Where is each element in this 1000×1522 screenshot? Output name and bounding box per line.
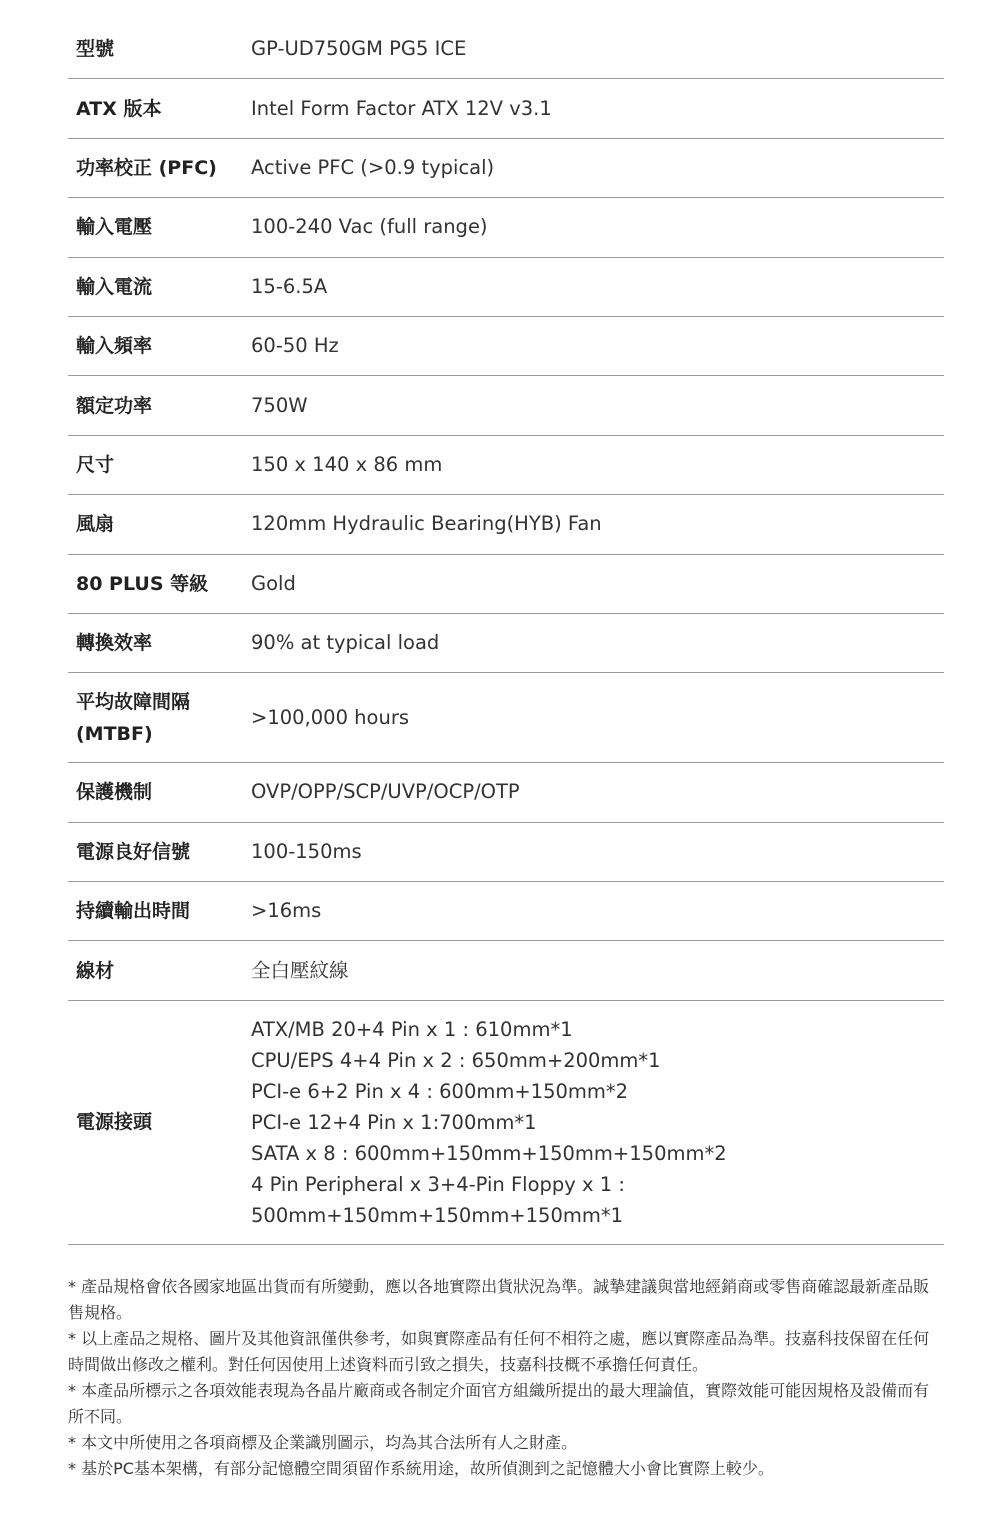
spec-value: Active PFC (>0.9 typical)	[251, 155, 495, 179]
disclaimer-notes	[68, 1274, 944, 1482]
connector-list	[251, 1014, 944, 1231]
disclaimer-note: * 本產品所標示之各項效能表現為各晶片廠商或各制定介面官方組織所提出的最大理論值，實際效能可能因規格及設備而有所不同。	[68, 1381, 930, 1426]
spec-row-efficiency	[68, 614, 944, 673]
spec-value: Intel Form Factor ATX 12V v3.1	[251, 96, 552, 120]
spec-row-power-good	[68, 823, 944, 882]
spec-label-line: (MTBF)	[76, 722, 153, 745]
spec-label: 保護機制	[76, 781, 153, 804]
connector-line: 4 Pin Peripheral x 3+4-Pin Floppy x 1 :	[251, 1172, 625, 1196]
spec-value: 150 x 140 x 86 mm	[251, 452, 443, 476]
spec-value: 100-240 Vac (full range)	[251, 215, 488, 239]
spec-label-line: 平均故障間隔	[76, 690, 191, 713]
spec-value: 60-50 Hz	[251, 334, 339, 358]
spec-label: 功率校正 (PFC)	[76, 156, 217, 179]
spec-value: 全白壓紋線	[251, 958, 349, 982]
spec-row-fan	[68, 495, 944, 554]
spec-value: GP-UD750GM PG5 ICE	[251, 37, 467, 61]
spec-row-input-frequency	[68, 317, 944, 376]
spec-label: 電源接頭	[76, 1111, 153, 1134]
spec-value: 750W	[251, 393, 308, 417]
spec-table	[68, 20, 944, 1245]
connector-line: SATA x 8 : 600mm+150mm+150mm+150mm*2	[251, 1141, 727, 1165]
spec-label	[68, 686, 251, 750]
connector-line: PCI-e 6+2 Pin x 4 : 600mm+150mm*2	[251, 1079, 629, 1103]
spec-label: 輸入電流	[76, 275, 153, 298]
spec-row-protection	[68, 763, 944, 822]
spec-label: ATX 版本	[76, 97, 162, 120]
spec-label: 持續輸出時間	[76, 900, 191, 923]
connector-line: ATX/MB 20+4 Pin x 1 : 610mm*1	[251, 1017, 573, 1041]
spec-label: 風扇	[76, 513, 115, 536]
spec-row-mtbf	[68, 673, 944, 763]
connector-line: 500mm+150mm+150mm+150mm*1	[251, 1203, 624, 1227]
spec-value: 15-6.5A	[251, 274, 328, 298]
disclaimer-note: * 產品規格會依各國家地區出貨而有所變動，應以各地實際出貨狀況為準。誠摯建議與當地經銷商或零售商確認最新產品販售規格。	[68, 1277, 930, 1322]
spec-value: >16ms	[251, 899, 322, 923]
spec-label: 轉換效率	[76, 632, 153, 655]
spec-row-cables	[68, 941, 944, 1000]
spec-row-input-voltage	[68, 198, 944, 257]
spec-label: 輸入電壓	[76, 216, 153, 239]
disclaimer-note: * 以上產品之規格、圖片及其他資訊僅供參考，如與實際產品有任何不相符之處，應以實際產品為準。技嘉科技保留在任何時間做出修改之權利。對任何因使用上述資料而引致之損失，技嘉科技概不承擔任何責任。	[68, 1329, 930, 1374]
connector-line: CPU/EPS 4+4 Pin x 2 : 650mm+200mm*1	[251, 1048, 661, 1072]
spec-row-hold-up-time	[68, 882, 944, 941]
spec-row-80plus	[68, 555, 944, 614]
spec-row-connectors	[68, 1001, 944, 1245]
spec-label: 型號	[76, 38, 115, 61]
spec-value: 120mm Hydraulic Bearing(HYB) Fan	[251, 512, 602, 536]
spec-label: 電源良好信號	[76, 840, 191, 863]
spec-value: 90% at typical load	[251, 631, 440, 655]
spec-value: 100-150ms	[251, 839, 362, 863]
spec-row-model	[68, 20, 944, 79]
spec-value: OVP/OPP/SCP/UVP/OCP/OTP	[251, 780, 520, 804]
spec-label: 輸入頻率	[76, 335, 153, 358]
spec-row-dimensions	[68, 436, 944, 495]
spec-value: >100,000 hours	[251, 705, 409, 729]
spec-value: Gold	[251, 571, 296, 595]
spec-row-atx-version	[68, 79, 944, 138]
spec-row-input-current	[68, 258, 944, 317]
connector-line: PCI-e 12+4 Pin x 1:700mm*1	[251, 1110, 537, 1134]
spec-row-rated-power	[68, 376, 944, 435]
disclaimer-note: * 基於PC基本架構，有部分記憶體空間須留作系統用途，故所偵測到之記憶體大小會比實際上較少。	[68, 1459, 774, 1478]
spec-label: 尺寸	[76, 453, 115, 476]
disclaimer-note: * 本文中所使用之各項商標及企業識別圖示，均為其合法所有人之財產。	[68, 1433, 578, 1452]
spec-label: 80 PLUS 等級	[76, 572, 209, 595]
spec-label: 線材	[76, 959, 115, 982]
spec-row-pfc	[68, 139, 944, 198]
spec-label: 額定功率	[76, 394, 153, 417]
